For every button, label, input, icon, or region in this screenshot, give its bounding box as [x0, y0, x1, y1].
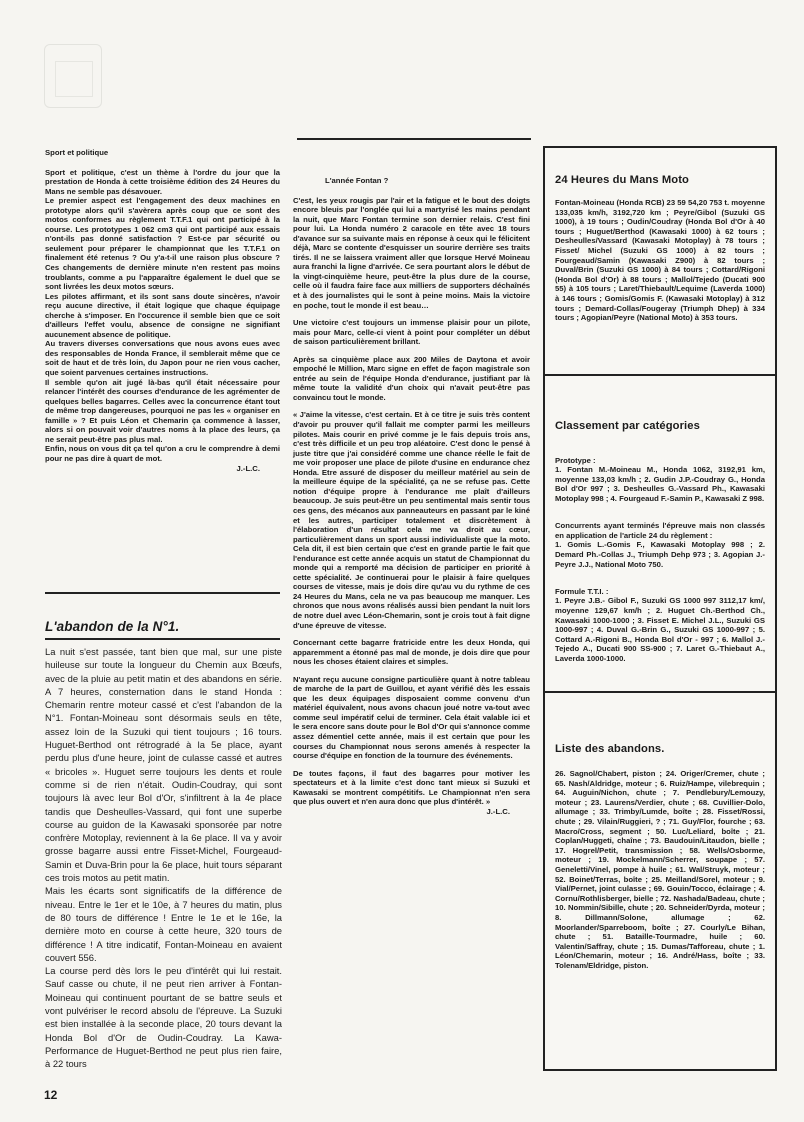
- paragraph: Concernant cette bagarre fratricide entre les deux Honda, qui apparemment a étonné pas mal de monde, je dois dire que pour nous les choses étaient claires et simples.: [293, 638, 530, 667]
- paragraph: « J'aime la vitesse, c'est certain. Et à ce titre je suis très content d'avoir pu prouver qu'il fallait me compter parmi les meilleurs pilotes. Mais courir en privé comme je le fais depuis trois ans, c'est très difficile et un peu trop aléatoire. C'est donc le pensé à juste titre que j'ai considéré comme une chance réelle le fait de me voir proposer une place de pilote d'usine en endurance chez Honda. Etre assuré de disposer du meilleur matériel au sein de la meilleure équipe de la spécialité, ça ne se refuse pas. Cette notion d'équipe propre à l'endurance me plaît d'ailleurs beaucoup. Je suis peut-être un peu sentimental mais sentir tous ces gens, des mécanos aux panneauteurs en passant par le kiné et les autres, participer totalement et discrètement à l'élaboration d'un résultat cela me va droit au cœur, particulièrement dans un sport aussi individualiste que la moto. Cela dit, il est bien certain que c'est en grande partie le fait que l'endurance est cette année acquis un statut de Championnat du monde qui a remporté ma décision de participer en priorité à cette spécialité. Je continuerai pour le plaisir à faire quelques courses de vitesse, mais je dois dire qu'au vu du rythme de ces 24 Heures du Mans, cela ne va pas beaucoup me manquer. Les chronos que nous avons réalisés aussi bien pendant la nuit lors de notre duel avec Léon-Chemarin, sont je crois tout à fait digne d'une épreuve de vitesse.: [293, 410, 530, 630]
- categories-text: [555, 446, 765, 681]
- article-heading: Sport et politique: [45, 148, 109, 157]
- results-box: [543, 146, 777, 376]
- signature: J.-L.C.: [236, 463, 260, 473]
- signature: J.-L.C.: [486, 806, 510, 816]
- box-title: Classement par catégories: [555, 420, 700, 432]
- paragraph: De toutes façons, il faut des bagarres pour motiver les spectateurs et à la limite c'est donc tant mieux si Suzuki et Kawasaki se montrent compétitifs. Le Championnat n'en sera que plus ouvert et n'en aura donc que plus d'intérêt. »: [293, 768, 530, 807]
- paragraph: C'est, les yeux rougis par l'air et la fatigue et le bout des doigts encore bleuis par l'onglée qui lui a martyrisé les mains pendant la nuit, que Marc Fontan termine son dernier relais. C'est fini pour lui. La Honda numéro 2 caracole en tête avec 18 tours d'avance sur sa suivante mais en réponse à ceux qui le félicitent déjà, Marc se contente d'esquisser un sourire derrière ses traits tirés. Il ne se laissera vraiment aller que lorsque Hervé Moineau aura franchi la ligne d'arrivée. Ce sera pourtant alors le début de la vingt-cinquième heure, peut-être la plus dure de la course, celle où il faudra faire face aux milliers de supporters déchaînés et à des journalistes qui le sont à peine moins. Mais la victoire en poche, tout le monde il est beau…: [293, 195, 530, 310]
- logo-inner-frame: [55, 61, 93, 97]
- paragraph: Enfin, nous on vous dit ça tel qu'on a cru le comprendre à demi pour ne pas dire à quart de mot.: [45, 444, 280, 463]
- categories-box: [543, 374, 777, 693]
- divider: [45, 592, 280, 594]
- paragraph: Après sa cinquième place aux 200 Miles de Daytona et avoir empoché le Million, Marc signe en effet de façon magistrale son entrée au sein de l'équipe Honda d'endurance, justifiant par là même toute la validité d'un choix qui n'avait peut-être pas convaincu tout le monde.: [293, 354, 530, 402]
- paragraph: Mais les écarts sont significatifs de la différence de niveau. Entre le 1er et le 10e, à 7 heures du matin, plus de 80 tours de différence ! Entre le 1e et le 16e, la dernière moto en course à cette heure, 320 tours de différence ! A titre indicatif, Fontan-Moineau en avaient couvert 556.: [45, 885, 282, 963]
- page-number: 12: [44, 1088, 58, 1102]
- paragraph: N'ayant reçu aucune consigne particulière quant à notre tableau de marche de la part de Guillou, et ayant vérifié dès les essais que les deux équipages disposaient comme convenu d'un matériel équivalent, nous avons chacun joué notre va-tout avec comme seul impératif celui de terminer. Cela était valable ici et le sera encore sans doute pour le Bol d'Or qui s'annonce comme assez démentiel cette année, mais il est certain que pour les courses du Championnat nous serons amenés à respecter la course d'équipe en fonction de la tournure des événements.: [293, 674, 530, 761]
- category-paragraph: Prototype : 1. Fontan M.-Moineau M., Honda 1062, 3192,91 km, moyenne 133,03 km/h ; 2. Gudin J.P.-Coudray G., Honda Bol d'Or 997 ; 3. Desheulles G.-Vassard Ph., Kawasaki Motoplay 998 ; 4. Fourgeaud F.-Samin P., Kawasaki Z 998.: [555, 455, 765, 503]
- paragraph: Une victoire c'est toujours un immense plaisir pour un pilote, mais pour Marc, celle-ci vient à point pour compléter un début de saison particulièrement brillant.: [293, 318, 530, 347]
- box-title: 24 Heures du Mans Moto: [555, 174, 689, 186]
- paragraph: Les pilotes affirmant, et ils sont sans doute sincères, n'avoir reçu aucune directive, il était logique que chaque équipage cherche à s'imposer. En l'occurence il semble bien que ce soit d'ailleurs l'effet voulu, absence de consigne ne signifiant aucunement absence de politique.: [45, 291, 280, 339]
- divider: [297, 138, 531, 140]
- heading-underline: [45, 638, 280, 640]
- paragraph: Sport et politique, c'est un thème à l'ordre du jour que la prestation de Honda à cette troisième édition des 24 Heures du Mans ne semble pas désavouer.: [45, 167, 280, 196]
- paragraph: Le premier aspect est l'engagement des deux machines en prototype alors qu'il s'avèrera après coup que ce sont des motos conformes au règlement T.T.F.1 qui ont participé à la course. Les prototypes 1 062 cm3 qui ont participé aux essais n'ont-ils pas donné satisfaction ? Est-ce par sécurité ou seulement pour préparer le championnat que les T.T.F.1 on finalement été retenus ? Ou y'a-t-il une raison plus obscure ? Ces changements de dernière minute n'en restent pas moins troublants, comme a pu l'apparaître également le duel que se sont livrées les deux motos sœurs.: [45, 196, 280, 292]
- magazine-logo: [44, 44, 102, 108]
- abandons-text: 26. Sagnol/Chabert, piston ; 24. Origer/Cremer, chute ; 65. Nash/Aldridge, moteur ; 6. Ruiz/Hampe, vilebrequin ; 64. Auguin/Nichon, chute ; 7. Pendlebury/Lemouzy, moteur ; 23. Laurens/Verdier, chute ; 68. Cuvillier-Dolo, allumage ; 33. Trimby/Lumde, boîte ; 28. Fisset/Rossi, chute ; 29. Vilain/Ruggieri, ? ; 71. Guy/Flor, fourche ; 63. Macro/Cross, segment ; 50. Luc/Leliard, boîte ; 21. Coplan/Huggeti, chaîne ; 73. Baudouin/Litaudon, bielle ; 17. Hogrel/Petit, transmission ; 58. Wells/Osborme, moteur ; 19. Mockelmann/Scherrer, soupape ; 57. Geneletti/Vinel, pompe à huile ; 61. Wal/Struyk, moteur ; 52. Boinet/Terras, boîte ; 25. Meilland/Sorel, moteur ; 9. Vial/Pernet, joint culasse ; 69. Gouin/Tocco, éclairage ; 4. Cornu/Rothlisberger, bielle ; 72. Nashada/Badeau, chute ; 10. Nommin/Sibille, chute ; 20. Schneider/Dyrda, moteur ; 8. Dillmann/Solone, allumage ; 62. Moorlander/Sparreboom, boîte ; 27. Courly/Le Bihan, chute ; 51. Bataille-Tourmadre, huile ; 60. Valentin/Saffray, chute ; 15. Dumas/Tafforeau, chute ; 1. Léon/Chemarin, moteur ; 16. André/Hass, boîte ; 33. Tolenam/Eldridge, piston.: [555, 769, 765, 970]
- box-title: Liste des abandons.: [555, 743, 665, 755]
- paragraph: La course perd dès lors le peu d'intérêt qui lui restait. Sauf casse ou chute, il ne peut rien arriver à Fontan-Moineau qui continuent pourtant de se battre seuls et vont pulvériser le record absolu de l'épreuve. La Suzuki est bien installée à la seconde place, 20 tours devant la Honda Bol d'Or de Oudin-Coudray. La Kawa-Performance de Huguet-Berthod ne peut plus rien faire, à 22 tours: [45, 965, 282, 1070]
- article-heading: L'année Fontan ?: [325, 176, 389, 185]
- results-text: Fontan-Moineau (Honda RCB) 23 59 54,20 753 t. moyenne 133,035 km/h, 3192,720 km ; Peyre/Gibol (Suzuki GS 1000), à 19 tours ; Oudin/Coudray (Honda Bol d'Or à 40 tours ; Huguet/Berthod (Kawasaki 1000) à 62 tours ; Desheulles/Vassard (Kawasaki Motoplay) à 78 tours ; Fisset/ Michel (Suzuki GS 1000) à 82 tours ; Fourgeaud/Samin (Kawasaki Z900) à 82 tours ; Duval/Brin (Suzuki GS 1000) à 84 tours ; Cottard/Rigoni (Honda Bol d'Or) à 88 tours ; Mallol/Tejedo (Ducati 900 55) à 105 tours ; Laret/Thiebault/Lequime (Laverda 1000) à 146 tours ; Gomis/Gomis F. (Kawasaki Motoplay) à 312 tours ; Demard-Collas/Fougeray (Triumph Dhep) à 334 tours ; Agopian/Peyre (National Moto) à 353 tours.: [555, 198, 765, 323]
- paragraph: Il semble qu'on ait jugé là-bas qu'il était nécessaire pour relancer l'intérêt des courses d'endurance de les agrémenter de quelques belles bagarres. Celles avec la concurrence étant tout de même trop dangereuses, pourquoi ne pas les « organiser en famille » ? Et puis Léon et Chemarin ça commence à lasser, alors si on pouvait voir d'autres noms à la place des leurs, ça ne serait peut-être pas plus mal.: [45, 377, 280, 444]
- paragraph: La nuit s'est passée, tant bien que mal, sur une piste huileuse sur toute la longueur du Chemin aux Bœufs, avec de la pluie au petit matin et des abandons en série. A 7 heures, consternation dans le stand Honda : Chemarin rentre moteur cassé et c'est l'abandon de la N°1. Fontan-Moineau sont désormais seuls en tête, assez loin de la Suzuki qui tient toujours ; 16 tours. Huguet-Berthod ont rétrogradé à la 5e place, ayant perdu plus d'une heure, joint de culasse cassé et autres « bricoles ». Huguet serre toujours les dents et roule comme si de rien n'était. Oudin-Coudray, qui sont toujours là avec leur Bol d'Or, s'infiltrent à la 4e place tandis que Desheulles-Vassard, qui font une superbe course au guidon de la Kawasaki sponsorée par notre confrère Motoplay, reviennent à la 6e place. Il va y avoir grosse bagarre aussi entre Fisset-Michel, Fourgeaud-Samin et Duva-Brin pour la 6e place, huit tours séparant ces trois motos au petit matin.: [45, 646, 282, 884]
- article-heading-abandon: L'abandon de la N°1.: [45, 619, 180, 634]
- paragraph: Au travers diverses conversations que nous avons eues avec des responsables de Honda France, il semblerait même que ce soit de haut et de très loin, du Japon pour ne rien vous cacher, que soient parvenues certaines instructions.: [45, 339, 280, 378]
- category-paragraph: Formule T.T.I. : 1. Peyre J.B.- Gibol F., Suzuki GS 1000 997 3112,17 km/, moyenne 129,67 km/h ; 2. Huguet Ch.-Berthod Ch., Kawasaki 1000-1000 ; 3. Fisset E. Michel J.L., Suzuki GS 1000-997 ; 4. Duval G.-Brin G., Suzuki GS 1000-997 ; 5. Cottard A.-Rigoni B., Honda Bol d'Or - 997 ; 6. Mallol J.-Tejedo A., Ducati 900 SS-900 ; 7. Laret G.-Thiebaut A., Laverda 1000-1000.: [555, 586, 765, 663]
- article-annee-fontan: [293, 176, 530, 816]
- abandons-box: [543, 691, 777, 1071]
- article-sport-politique: [45, 148, 280, 473]
- article-abandon-body: [45, 645, 282, 1071]
- category-paragraph: Concurrents ayant terminés l'épreuve mais non classés en application de l'article 24 du règlement : 1. Gomis L.-Gomis F., Kawasaki Motoplay 998 ; 2. Demard Ph.-Collas J., Triumph Dehp 973 ; 3. Agopian J.-Peyre J.J., National Moto 750.: [555, 521, 765, 569]
